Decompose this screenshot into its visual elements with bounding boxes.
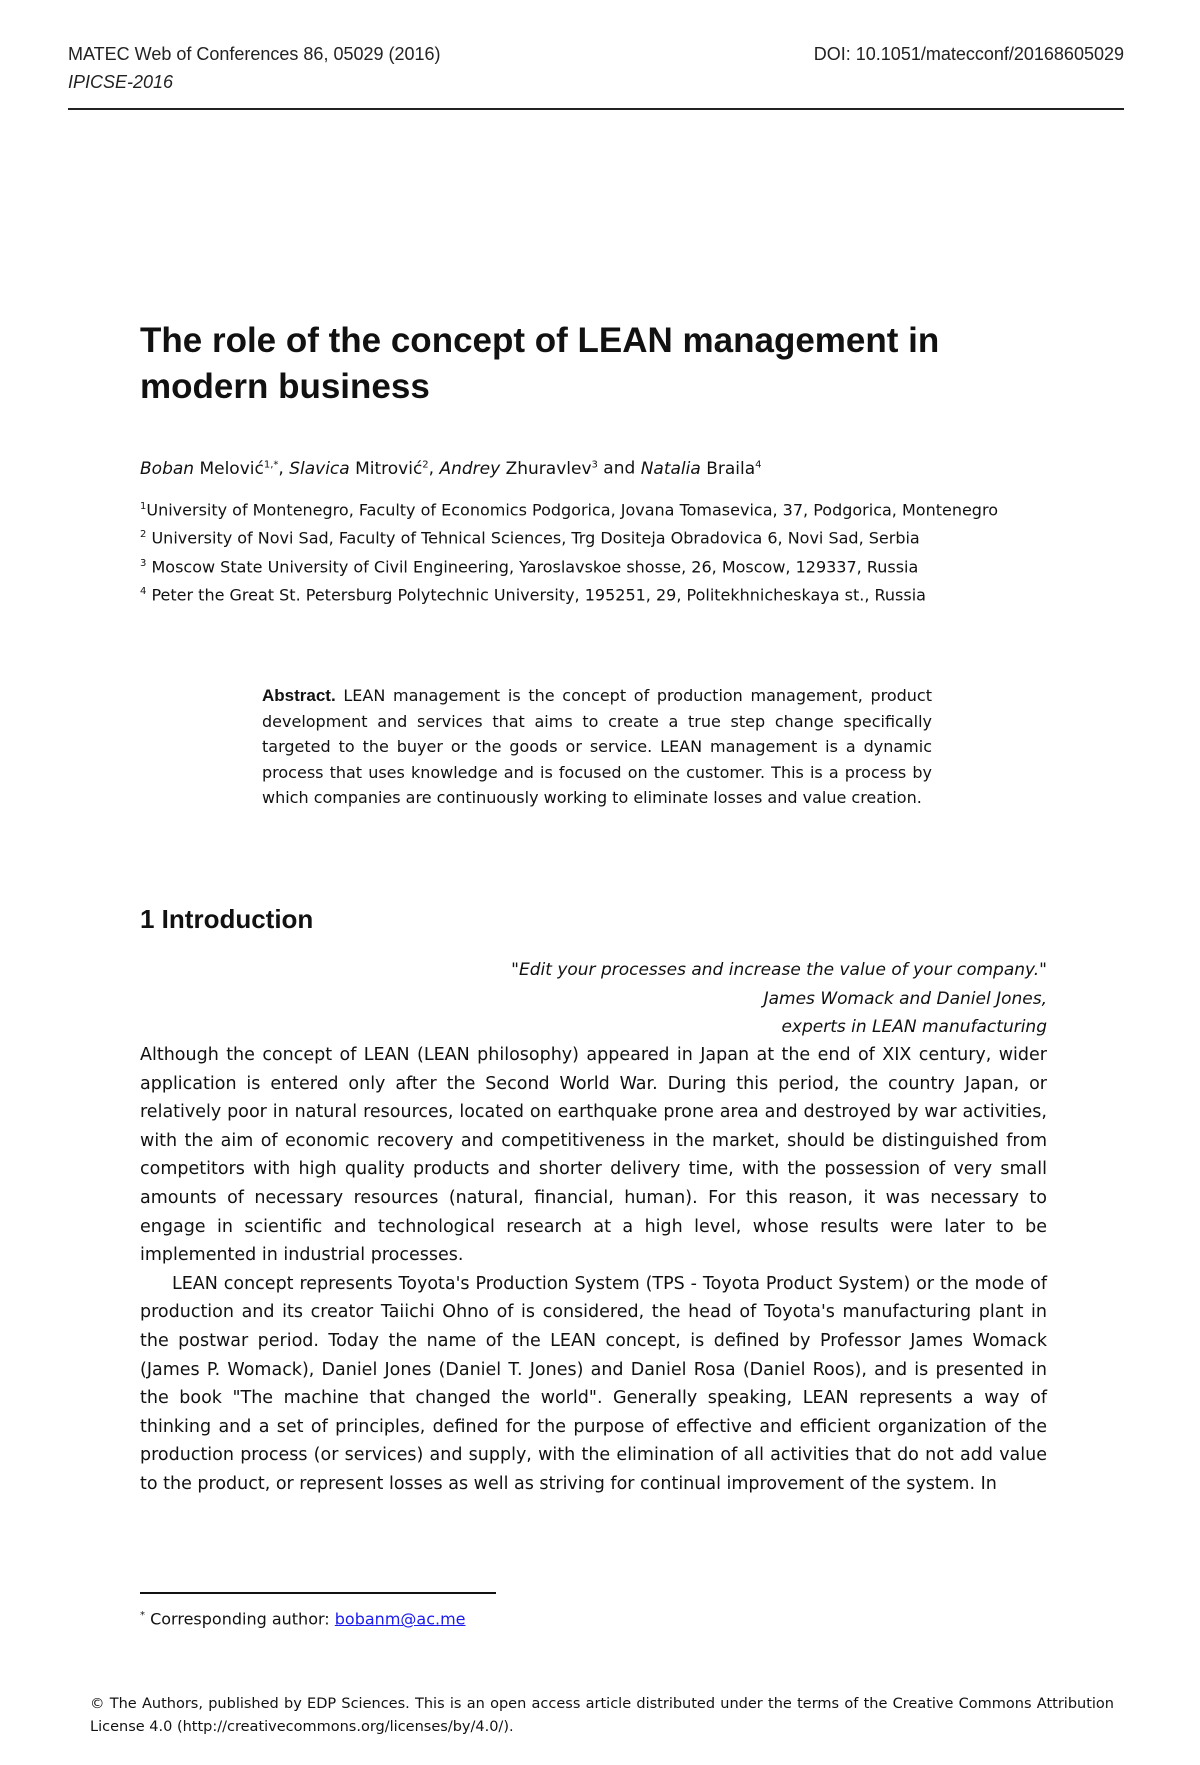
- abstract-label: Abstract.: [262, 686, 336, 705]
- paragraph: Although the concept of LEAN (LEAN philosophy) appeared in Japan at the end of XIX century, wider application is entered only after the Second World War. During this period, the country Japan, or relatively poor in natural resources, located on earthquake prone area and destroyed by war activities, with the aim of economic recovery and competitiveness in the market, should be distinguished from competitors with high quality products and shorter delivery time, with the possession of very small amounts of necessary resources (natural, financial, human). For this reason, it was necessary to engage in scientific and technological research at a high level, whose results were later to be implemented in industrial processes.: [140, 1045, 1047, 1266]
- epigraph-author: James Womack and Daniel Jones,: [763, 988, 1047, 1009]
- affiliation: $^2$ University of Novi Sad, Faculty of Tehnical Sciences, Trg Dositeja Obradovica 6, Novi Sad, Serbia: [140, 528, 920, 548]
- paragraph: LEAN concept represents Toyota's Production System (TPS - Toyota Product System) or the mode of production and its creator Taiichi Ohno of is considered, the head of Toyota's manufacturing plant in the postwar period. Today the name of the LEAN concept, is defined by Professor James Womack (James P. Womack), Daniel Jones (Daniel T. Jones) and Daniel Rosa (Daniel Roos), and is presented in the book "The machine that changed the world". Generally speaking, LEAN represents a way of thinking and a set of principles, defined for the purpose of effective and efficient organization of the production process (or services) and supply, with the elimination of all activities that do not add value to the product, or represent losses as well as striving for continual improvement of the system. In: [140, 1273, 1047, 1494]
- footnote: [140, 1604, 840, 1631]
- author: Natalia Braila$^4$: [640, 458, 762, 479]
- body-text: [140, 1041, 1047, 1499]
- running-header: [68, 40, 1124, 110]
- conference-name: IPICSE-2016: [68, 72, 174, 92]
- affiliation-list: [140, 494, 1070, 607]
- footnote-mark: *: [140, 1610, 145, 1621]
- author-list: Boban Melović$^{1,*}$, Slavica Mitrović$^2$, Andrey Zhuravlev$^3$ and Natalia Braila$^4$: [140, 458, 762, 479]
- epigraph-role: experts in LEAN manufacturing: [781, 1017, 1047, 1037]
- abstract: [262, 683, 932, 811]
- paper-title: The role of the concept of LEAN management in modern business: [140, 321, 940, 406]
- author: Slavica Mitrović$^2$: [289, 458, 429, 479]
- epigraph-quote: "Edit your processes and increase the value of your company.": [511, 960, 1047, 980]
- doi-label: DOI: 10.1051/matecconf/20168605029: [813, 44, 1124, 64]
- header-top-row: [68, 40, 1124, 68]
- footnote-divider: [140, 1592, 496, 1594]
- epigraph: [380, 956, 1047, 1042]
- footnote-label: Corresponding author:: [150, 1609, 330, 1629]
- author: Boban Melović$^{1,*}$: [140, 458, 279, 479]
- journal-citation: MATEC Web of Conferences 86, 05029 (2016): [68, 44, 441, 64]
- corresponding-email-link[interactable]: bobanm@ac.me: [334, 1609, 466, 1629]
- license-notice: © The Authors, published by EDP Sciences. This is an open access article distributed under the terms of the Creative Commons Attribution License 4.0 (http://creativecommons.org/licenses/by/4.0/).: [90, 1696, 1114, 1735]
- affiliation: $^3$ Moscow State University of Civil Engineering, Yaroslavskoe shosse, 26, Moscow, 129337, Russia: [140, 556, 919, 576]
- abstract-text: LEAN management is the concept of production management, product development and services that aims to create a true step change specifically targeted to the buyer or the goods or service. LEAN management is a dynamic process that uses knowledge and is focused on the customer. This is a process by which companies are continuously working to eliminate losses and value creation.: [262, 686, 933, 807]
- affiliation: $^4$ Peter the Great St. Petersburg Polytechnic University, 195251, 29, Politekhnicheskaya st., Russia: [140, 585, 926, 605]
- affiliation: $^1$University of Montenegro, Faculty of Economics Podgorica, Jovana Tomasevica, 37, Podgorica, Montenegro: [140, 500, 998, 520]
- section-heading: 1 Introduction: [140, 904, 314, 934]
- author: Andrey Zhuravlev$^3$: [439, 458, 598, 479]
